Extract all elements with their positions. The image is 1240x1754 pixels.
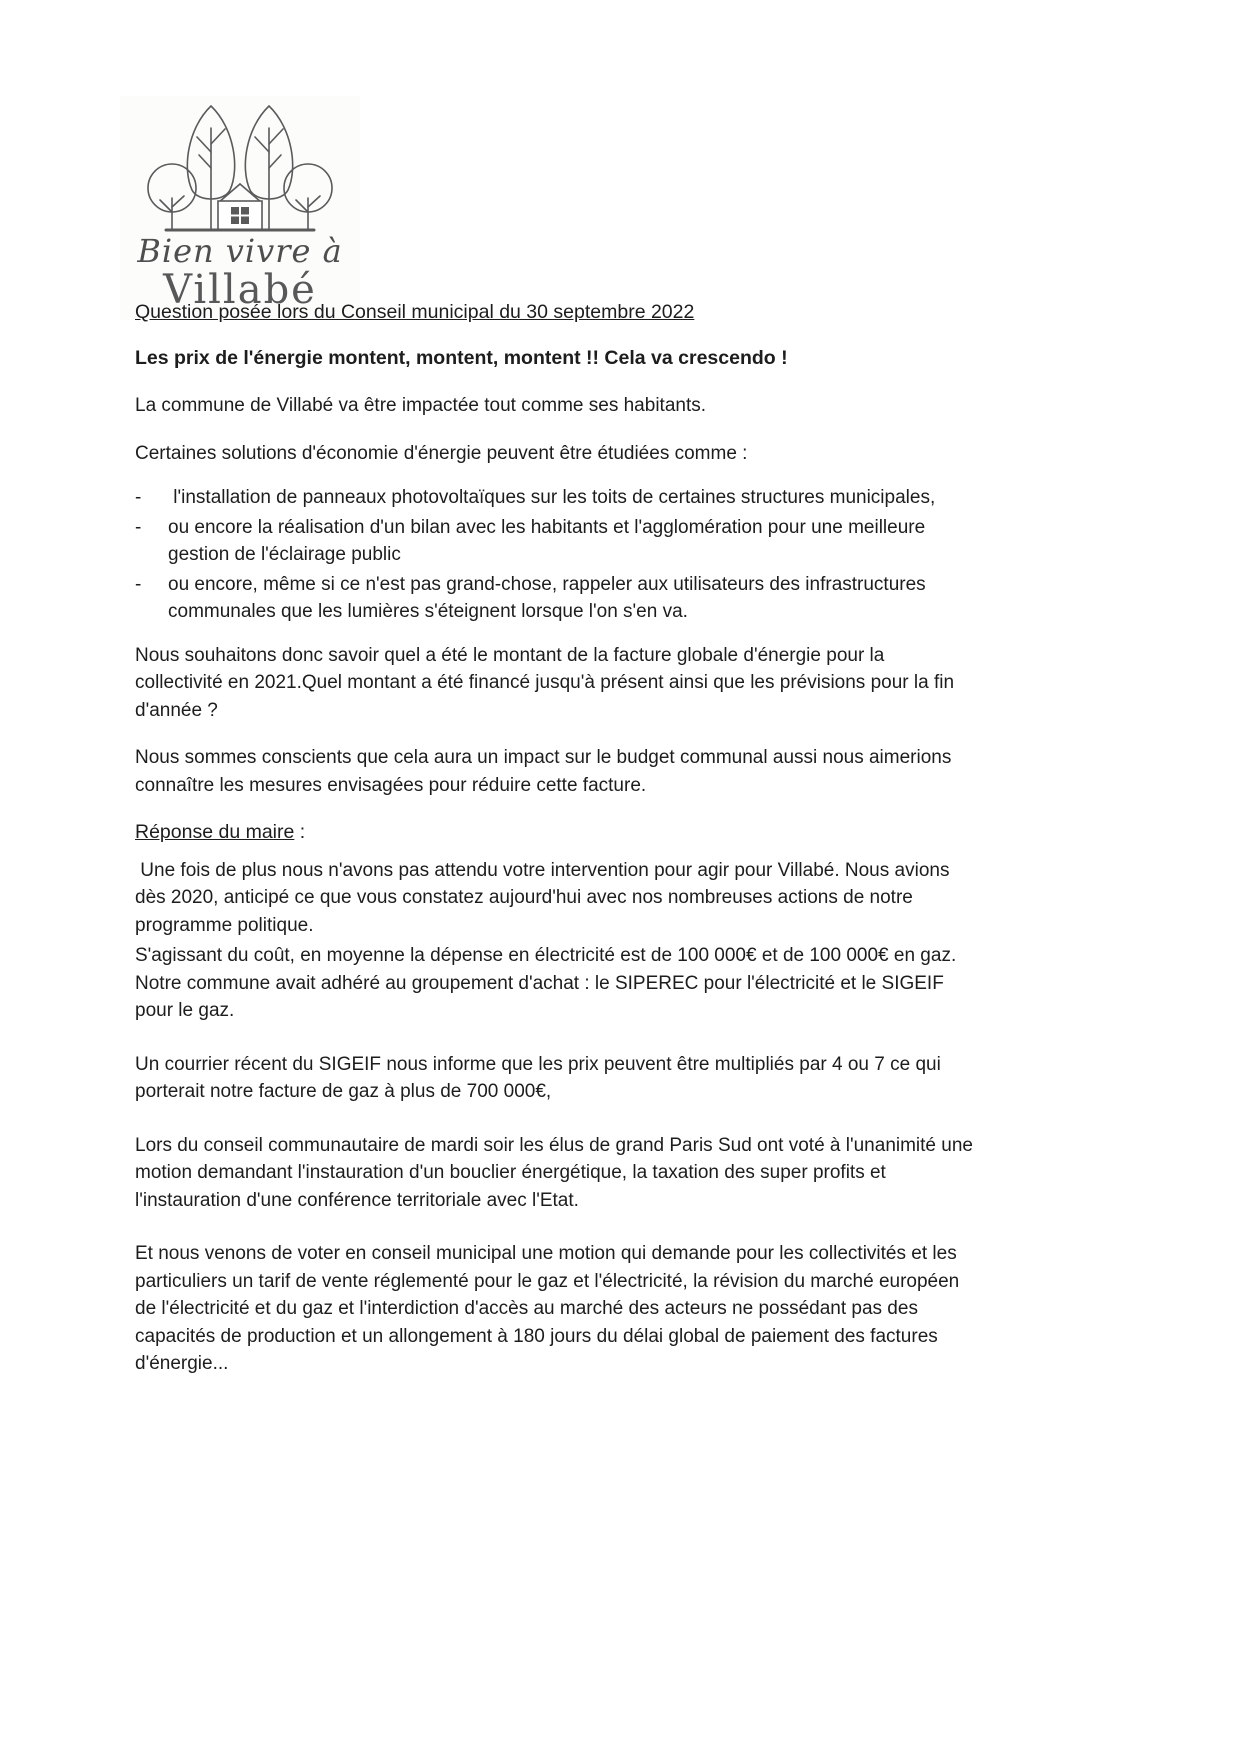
intro-paragraph: La commune de Villabé va être impactée tout comme ses habitants. xyxy=(135,395,707,416)
intro-paragraph: Certaines solutions d'économie d'énergie peuvent être étudiées comme : xyxy=(135,442,748,464)
logo-town-name: Villabé xyxy=(163,267,317,313)
bullet-dash: - xyxy=(135,573,142,595)
solutions-list xyxy=(135,484,973,626)
logo-tagline: Bien vivre à xyxy=(137,232,343,270)
bullet-dash: - xyxy=(135,487,142,508)
response-paragraph: S'agissant du coût, en moyenne la dépense en électricité est de 100 000€ et de 100 000€ en gaz. Notre commune avait adhéré au groupement d'achat : le SIPEREC pour l'électricité et le SIGEIF pour le gaz. xyxy=(135,945,962,1021)
response-colon: : xyxy=(294,821,306,843)
list-item-text: l'installation de panneaux photovoltaïques sur les toits de certaines structures municipales, xyxy=(168,487,936,508)
municipality-logo xyxy=(120,96,360,320)
response-paragraph: Un courrier récent du SIGEIF nous informe que les prix peuvent être multipliés par 4 ou 7 ce qui porterait notre facture de gaz à plus de 700 000€, xyxy=(135,1053,947,1102)
document-title: Question posée lors du Conseil municipal du 30 septembre 2022 xyxy=(135,301,695,323)
question-paragraph: Nous sommes conscients que cela aura un impact sur le budget communal aussi nous aimerions connaître les mesures envisagées pour réduire cette facture. xyxy=(135,747,957,796)
response-paragraph: Une fois de plus nous n'avons pas attendu votre intervention pour agir pour Villabé. Nous avions dès 2020, anticipé ce que vous constatez aujourd'hui avec nos nombreuses actions de notre programme politique. xyxy=(135,859,955,936)
list-item xyxy=(135,484,973,512)
response-label: Réponse du maire xyxy=(135,821,295,843)
list-item-text: ou encore, même si ce n'est pas grand-chose, rappeler aux utilisateurs des infrastructures communales que les lumières s'éteignent lorsque l'on s'en va. xyxy=(168,573,931,622)
list-item xyxy=(135,571,973,626)
document-headline: Les prix de l'énergie montent, montent, montent !! Cela va crescendo ! xyxy=(135,346,788,369)
trees-house-icon xyxy=(140,100,340,238)
response-paragraph: Et nous venons de voter en conseil municipal une motion qui demande pour les collectivités et les particuliers un tarif de vente réglementé pour le gaz et l'électricité, la révision du marché européen de l'électricité et du gaz et l'interdiction d'accès au marché des acteurs ne possédant pas des capacités de production et un allongement à 180 jours du délai global de paiement des factures d'énergie... xyxy=(135,1243,965,1374)
list-item-text: ou encore la réalisation d'un bilan avec les habitants et l'agglomération pour une meilleure gestion de l'éclairage public xyxy=(168,516,931,565)
bullet-dash: - xyxy=(135,516,142,538)
list-item xyxy=(135,514,973,569)
question-paragraph: Nous souhaitons donc savoir quel a été le montant de la facture globale d'énergie pour la collectivité en 2021.Quel montant a été financé jusqu'à présent ainsi que les prévisions pour la fin d'année ? xyxy=(135,644,960,721)
response-heading xyxy=(135,819,973,847)
response-paragraph: Lors du conseil communautaire de mardi soir les élus de grand Paris Sud ont voté à l'unanimité une motion demandant l'instauration d'un bouclier énergétique, la taxation des super profits et l'instauration d'une conférence territoriale avec l'Etat. xyxy=(135,1134,979,1211)
document-content xyxy=(135,299,979,1398)
